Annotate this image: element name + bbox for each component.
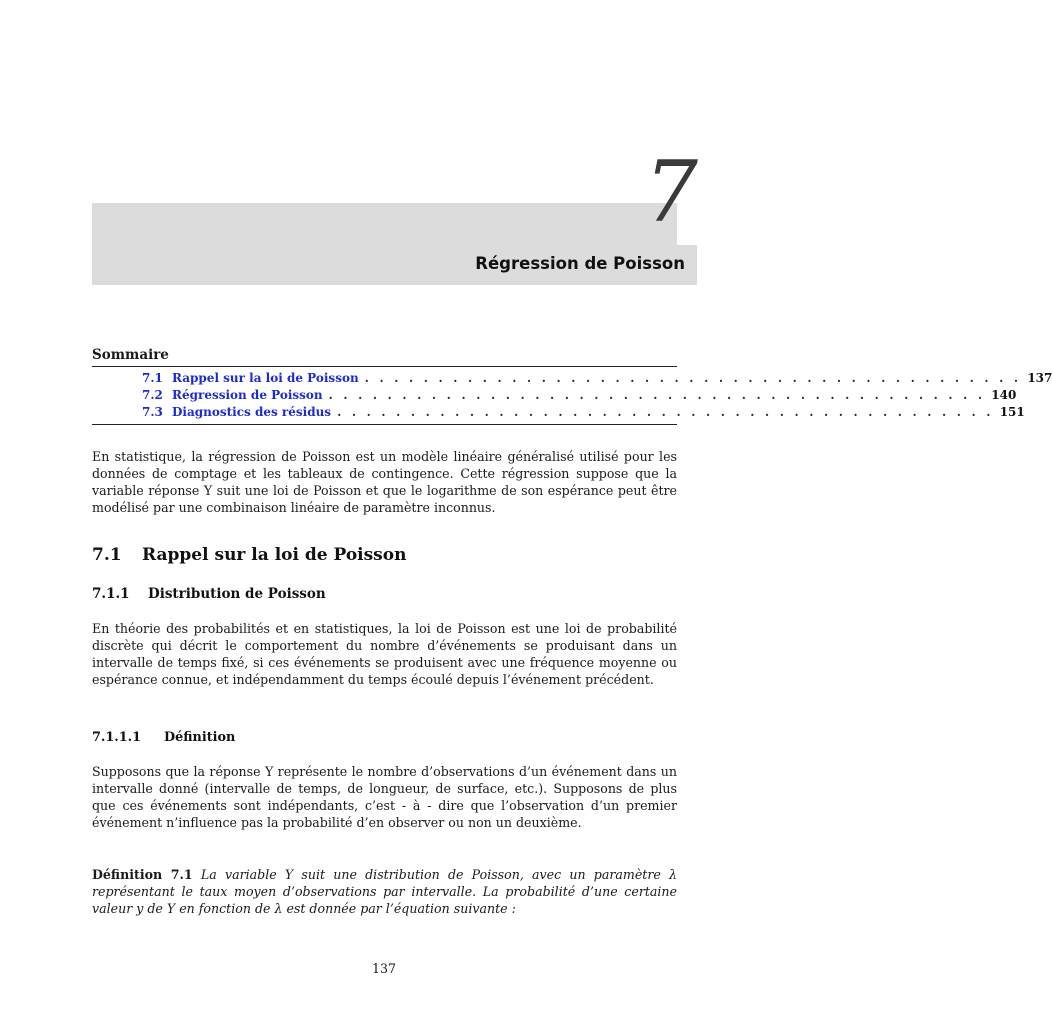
toc-leader-dots: . . . . . . . . . . . . . . . . . . . . . . . . . . . . . . . . . . . . . . . . . . . . . <box>328 388 986 402</box>
toc-item-7-3[interactable] <box>92 404 1025 421</box>
toc-item-number[interactable]: 7.3 <box>142 405 163 419</box>
section-heading <box>92 545 406 565</box>
subsubsection-title: Définition <box>164 730 236 745</box>
definition-block <box>92 866 677 917</box>
table-of-contents <box>92 347 1052 425</box>
toc-item-link[interactable]: Diagnostics des résidus <box>172 405 332 419</box>
subsection-title: Distribution de Poisson <box>148 586 326 602</box>
definition-label: Définition 7.1 <box>92 867 193 882</box>
toc-list <box>92 367 1052 425</box>
toc-item-page: 140 <box>991 388 1017 402</box>
toc-item-7-1[interactable] <box>92 370 1052 387</box>
toc-item-7-2[interactable] <box>92 387 1017 404</box>
toc-item-number[interactable]: 7.1 <box>142 371 163 385</box>
page-number: 137 <box>371 961 397 976</box>
definition-intro-paragraph: Supposons que la réponse Y représente le nombre d’observations d’un événement dans un intervalle donné (intervalle de temps, de longueur, de surface, etc.). Supposons de plus que ces événements sont indépendants, c’est - à - dire que l’observation d’un premier événement n’influence pas la probabilité d’en observer ou non un deuxième. <box>92 764 677 830</box>
toc-heading: Sommaire <box>92 347 677 367</box>
subsubsection-heading <box>92 730 235 745</box>
subsection-number: 7.1.1 <box>92 586 130 602</box>
toc-item-page: 151 <box>999 405 1025 419</box>
toc-leader-dots: . . . . . . . . . . . . . . . . . . . . . . . . . . . . . . . . . . . . . . . . . . . . . <box>337 405 994 419</box>
definition-text: La variable Y suit une distribution de Poisson, avec un paramètre λ représentant le taux moyen d’observations par intervalle. La probabilité d’une certaine valeur y de Y en fonction de λ est donnée par l’équation suivante : <box>92 867 677 916</box>
subsubsection-number: 7.1.1.1 <box>92 730 141 745</box>
section-title: Rappel sur la loi de Poisson <box>142 545 407 565</box>
chapter-number: 7 <box>644 143 698 241</box>
section-number: 7.1 <box>92 545 122 565</box>
toc-item-link[interactable]: Régression de Poisson <box>172 388 323 402</box>
chapter-title: Régression de Poisson <box>475 254 685 273</box>
toc-leader-dots: . . . . . . . . . . . . . . . . . . . . . . . . . . . . . . . . . . . . . . . . . . . . . <box>364 371 1022 385</box>
subsection-heading <box>92 586 326 602</box>
intro-paragraph: En statistique, la régression de Poisson est un modèle linéaire généralisé utilisé pour les données de comptage et les tableaux de contingence. Cette régression suppose que la variable réponse Y suit une loi de Poisson et que le logarithme de son espérance peut être modélisé par une combinaison linéaire de paramètre inconnus. <box>92 449 677 515</box>
toc-item-page: 137 <box>1027 371 1052 385</box>
subsection-paragraph: En théorie des probabilités et en statistiques, la loi de Poisson est une loi de probabilité discrète qui décrit le comportement du nombre d’événements se produisant dans un intervalle de temps fixé, si ces événements se produisent avec une fréquence moyenne ou espérance connue, et indépendamment du temps écoulé depuis l’événement précédent. <box>92 621 677 687</box>
toc-item-number[interactable]: 7.2 <box>142 388 163 402</box>
toc-item-link[interactable]: Rappel sur la loi de Poisson <box>172 371 359 385</box>
